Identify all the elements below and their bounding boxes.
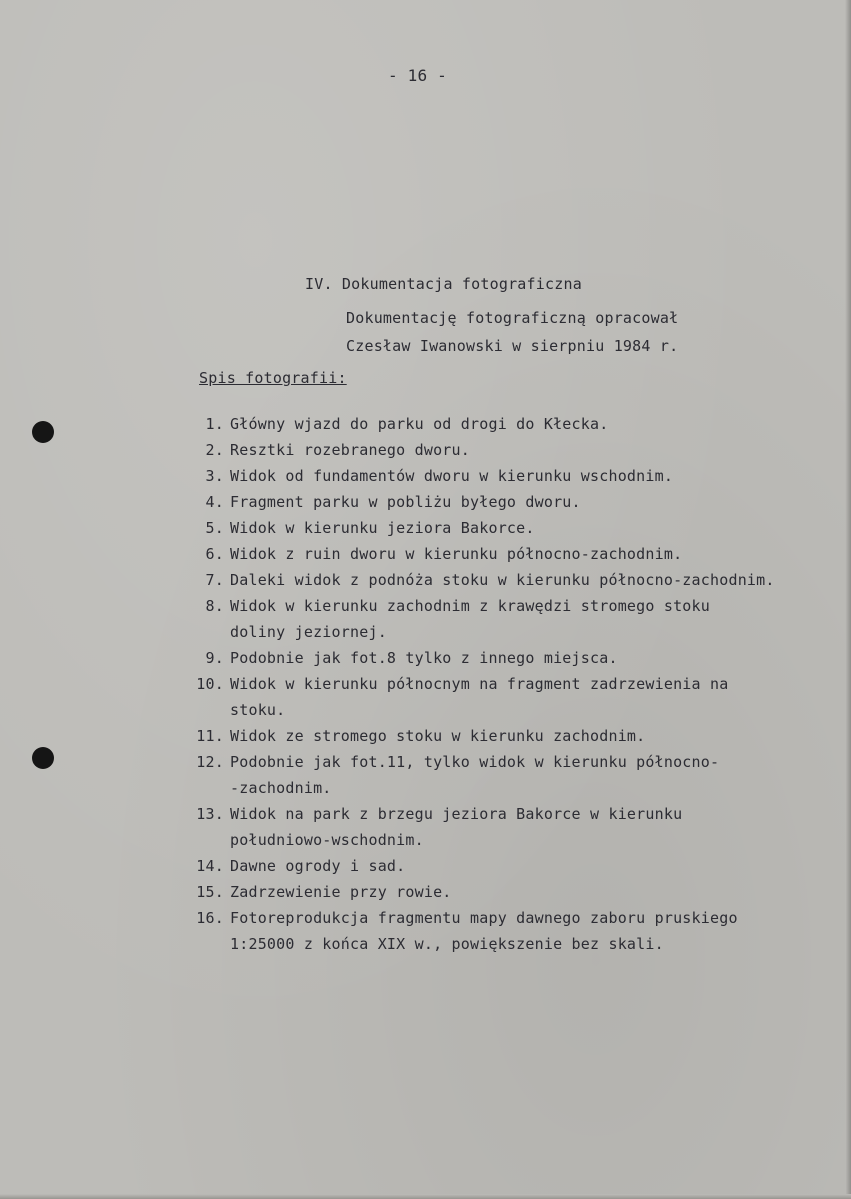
list-item-number: 8. — [205, 597, 224, 615]
section-title: IV. Dokumentacja fotograficzna — [305, 275, 582, 293]
list-item — [188, 567, 775, 593]
list-item-number: 10. — [196, 675, 224, 693]
list-item — [188, 671, 775, 723]
list-item-text: 1:25000 z końca XIX w., powiększenie bez skali. — [230, 935, 664, 953]
list-item — [188, 749, 775, 801]
list-item-number: 6. — [205, 545, 224, 563]
list-item — [188, 541, 775, 567]
punch-hole-top — [32, 421, 54, 443]
list-item-number: 2. — [205, 441, 224, 459]
list-item-number: 4. — [205, 493, 224, 511]
photo-list-heading — [199, 369, 347, 387]
list-item-number: 7. — [205, 571, 224, 589]
list-item-text: Widok na park z brzegu jeziora Bakorce w kierunku — [230, 805, 683, 823]
photo-list — [188, 411, 775, 957]
list-item-text: Podobnie jak fot.8 tylko z innego miejsca. — [230, 649, 618, 667]
credit-line-1: Dokumentację fotograficzną opracował — [346, 309, 679, 327]
list-item-number: 5. — [205, 519, 224, 537]
list-item — [188, 489, 775, 515]
list-item-number: 11. — [196, 727, 224, 745]
credit-line-2: Czesław Iwanowski w sierpniu 1984 r. — [346, 337, 679, 355]
list-item-number: 14. — [196, 857, 224, 875]
punch-hole-bottom — [32, 747, 54, 769]
list-item-text: doliny jeziornej. — [230, 623, 387, 641]
page-number: - 16 - — [388, 66, 447, 85]
list-item-text: Widok z ruin dworu w kierunku północno-zachodnim. — [230, 545, 683, 563]
list-item-text: stoku. — [230, 701, 286, 719]
list-item — [188, 593, 775, 645]
list-item — [188, 411, 775, 437]
list-item-number: 1. — [205, 415, 224, 433]
list-item-number: 13. — [196, 805, 224, 823]
list-item-text: Widok w kierunku jeziora Bakorce. — [230, 519, 535, 537]
list-item-text: Główny wjazd do parku od drogi do Kłecka. — [230, 415, 609, 433]
list-item-text: Dawne ogrody i sad. — [230, 857, 406, 875]
page-edge-bottom — [0, 1194, 851, 1199]
page-edge-right — [845, 0, 851, 1199]
list-item-text: Zadrzewienie przy rowie. — [230, 883, 452, 901]
list-item — [188, 463, 775, 489]
list-item-number: 3. — [205, 467, 224, 485]
list-item-text: Resztki rozebranego dworu. — [230, 441, 470, 459]
list-item — [188, 437, 775, 463]
list-item-text: Widok w kierunku zachodnim z krawędzi stromego stoku — [230, 597, 710, 615]
list-item-text: Daleki widok z podnóża stoku w kierunku północno-zachodnim. — [230, 571, 775, 589]
list-item — [188, 905, 775, 957]
list-item — [188, 723, 775, 749]
list-item — [188, 645, 775, 671]
list-item-text: Fotoreprodukcja fragmentu mapy dawnego zaboru pruskiego — [230, 909, 738, 927]
list-item-number: 12. — [196, 753, 224, 771]
list-item-text: Widok od fundamentów dworu w kierunku wschodnim. — [230, 467, 674, 485]
list-item-text: Widok ze stromego stoku w kierunku zachodnim. — [230, 727, 646, 745]
list-item-text: -zachodnim. — [230, 779, 332, 797]
list-item-text: południowo-wschodnim. — [230, 831, 424, 849]
photo-list-heading-text: Spis fotografii: — [199, 369, 347, 387]
list-item — [188, 801, 775, 853]
list-item-number: 9. — [205, 649, 224, 667]
list-item — [188, 515, 775, 541]
list-item — [188, 879, 775, 905]
list-item-number: 15. — [196, 883, 224, 901]
list-item-text: Widok w kierunku północnym na fragment zadrzewienia na — [230, 675, 729, 693]
list-item-text: Podobnie jak fot.11, tylko widok w kierunku północno- — [230, 753, 720, 771]
list-item-text: Fragment parku w pobliżu byłego dworu. — [230, 493, 581, 511]
list-item — [188, 853, 775, 879]
list-item-number: 16. — [196, 909, 224, 927]
